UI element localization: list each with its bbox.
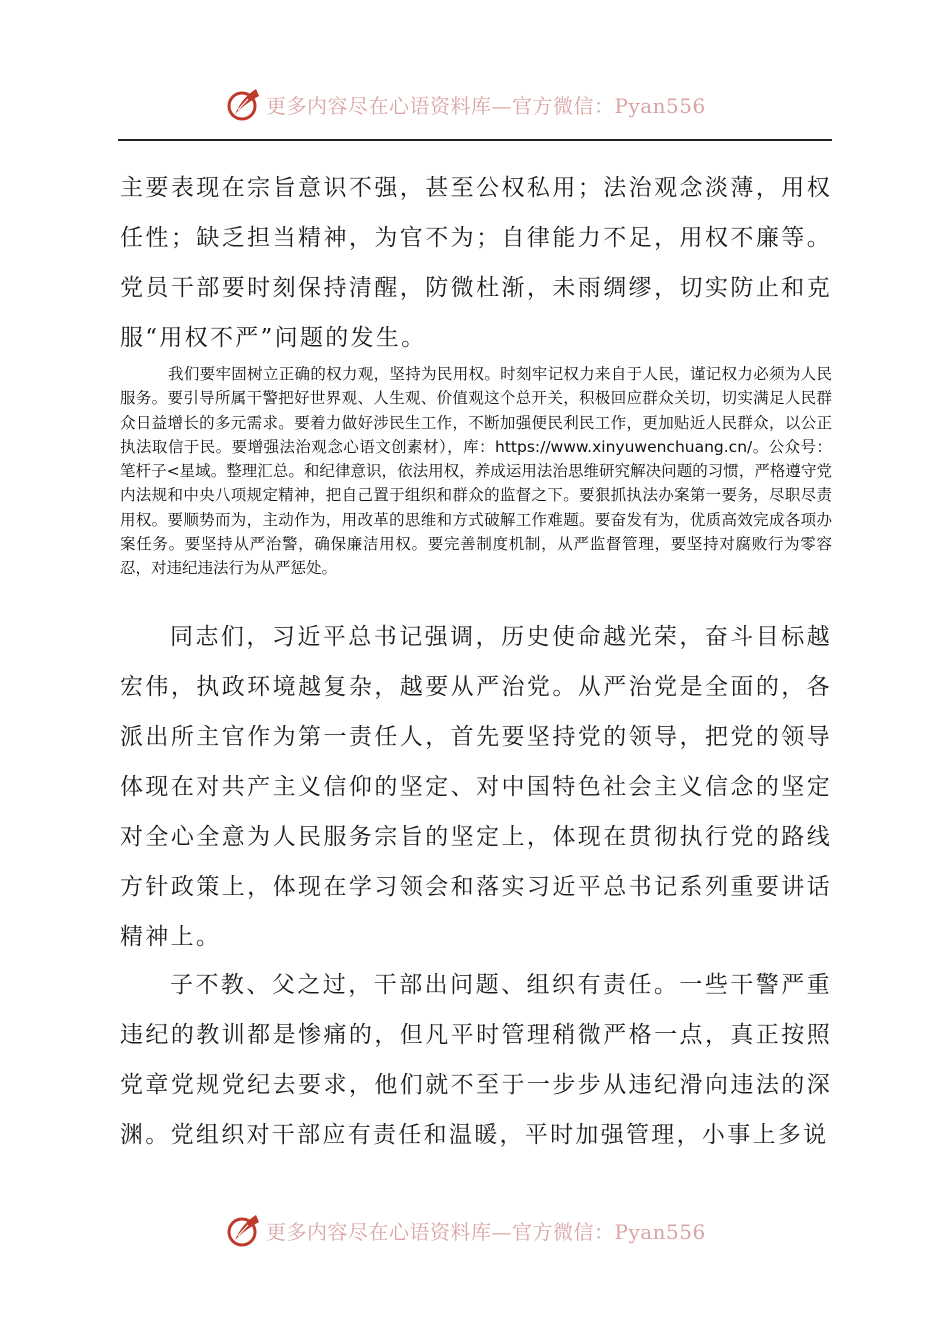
paragraph-4: 子不教、父之过，干部出问题、组织有责任。一些干警严重违纪的教训都是惨痛的，但凡平时管理稍微严格一点，真正按照党章党规党纪去要求，他们就不至于一步步从违纪滑向违法的深渊。党组织对干部应有责任和温暖，平时加强管理，小事上多说	[120, 972, 832, 1148]
quill-logo-icon	[226, 86, 262, 122]
header-divider	[118, 139, 832, 141]
header-banner-text: 更多内容尽在心语资料库—官方微信：Pyan556	[266, 93, 706, 118]
paragraph-2: 我们要牢固树立正确的权力观，坚持为民用权。时刻牢记权力来自于人民，谨记权力必须为人民服务。要引导所属干警把好世界观、人生观、价值观这个总开关，积极回应群众关切，切实满足人民群众日益增长的多元需求。要着力做好涉民生工作，不断加强便民利民工作，更加贴近人民群众，以公正执法取信于民。要增强法治观念心语文创素材），库：https://www.xinyuwenchuang.cn/。公众号：笔杆子<星域。整理汇总。和纪律意识，依法用权，养成运用法治思维研究解决问题的习惯，严格遵守党内法规和中央八项规定精神，把自己置于组织和群众的监督之下。要狠抓执法办案第一要务，尽职尽责用权。要顺势而为，主动作为，用改革的思维和方式破解工作难题。要奋发有为，优质高效完成各项办案任务。要坚持从严治警，确保廉洁用权。要完善制度机制，从严监督管理，要坚持对腐败行为零容忍，对违纪违法行为从严惩处。	[120, 365, 832, 578]
quill-logo-icon	[226, 1212, 262, 1248]
footer-banner-text: 更多内容尽在心语资料库—官方微信：Pyan556	[266, 1219, 706, 1244]
footer-banner	[0, 1210, 950, 1250]
header-banner	[0, 84, 950, 124]
paragraph-3: 同志们，习近平总书记强调，历史使命越光荣，奋斗目标越宏伟，执政环境越复杂，越要从严治党。从严治党是全面的，各派出所主官作为第一责任人，首先要坚持党的领导，把党的领导体现在对共产主义信仰的坚定、对中国特色社会主义信念的坚定对全心全意为人民服务宗旨的坚定上，体现在贯彻执行党的路线方针政策上，体现在学习领会和落实习近平总书记系列重要讲话精神上。	[120, 624, 832, 950]
paragraph-1: 主要表现在宗旨意识不强，甚至公权私用；法治观念淡薄，用权任性；缺乏担当精神，为官不为；自律能力不足，用权不廉等。党员干部要时刻保持清醒，防微杜渐，未雨绸缪，切实防止和克服“用权不严”问题的发生。	[120, 175, 832, 351]
